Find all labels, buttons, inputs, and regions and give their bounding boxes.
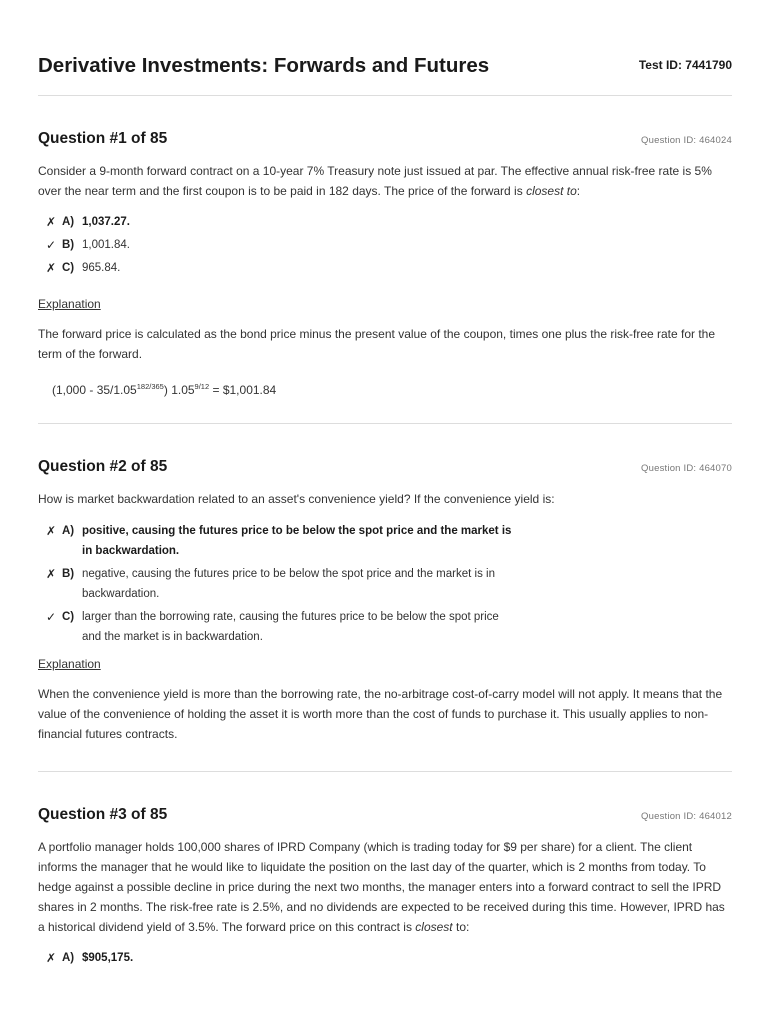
option-text: positive, causing the futures price to be below the spot price and the market is in backwardation. bbox=[82, 525, 512, 557]
option-text: 1,001.84. bbox=[82, 239, 130, 251]
question-stem: How is market backwardation related to an asset's convenience yield? If the convenience yield is: bbox=[38, 492, 555, 506]
option-letter: A) bbox=[62, 216, 75, 228]
option-letter: C) bbox=[62, 262, 75, 274]
formula-part: (1,000 - 35/1.05 bbox=[52, 383, 137, 397]
stem-text: Consider a 9-month forward contract on a 10-year 7% Treasury note just issued at par. The effective annual risk-free rate is 5% over the near term and the first coupon is to be paid in 182 days. The price of the forward is bbox=[38, 164, 712, 198]
explanation-text: The forward price is calculated as the bond price minus the present value of the coupon, times one plus the risk-free rate for the term of the forward. bbox=[38, 327, 716, 361]
stem-text-end: : bbox=[576, 184, 581, 198]
check-icon: ✓ bbox=[45, 238, 57, 252]
question-divider bbox=[38, 771, 732, 772]
explanation-label: Explanation bbox=[38, 297, 101, 311]
cross-icon: ✗ bbox=[45, 524, 57, 538]
cross-icon: ✗ bbox=[45, 261, 57, 275]
option-text: 1,037.27. bbox=[82, 216, 130, 228]
option-letter: A) bbox=[62, 525, 75, 537]
option-letter: A) bbox=[62, 952, 75, 964]
stem-text: A portfolio manager holds 100,000 shares of IPRD Company (which is trading today for $9 per share) for a client. The client informs the manager that he would like to liquidate the position on the last day of the quarter, which is 2 months from today. To hedge against a possible decline in price during the next two months, the manager enters into a forward contract to sell the IPRD shares in 2 months. The risk-free rate is 2.5%, and no dividends are expected to be received during this time. However, IPRD has a historical dividend yield of 3.5%. The forward price on this contract is bbox=[38, 840, 725, 934]
stem-text-end: to: bbox=[452, 920, 470, 934]
stem-emphasis: closest to bbox=[526, 184, 577, 198]
cross-icon: ✗ bbox=[45, 215, 57, 229]
answer-options bbox=[38, 521, 732, 650]
explanation-label: Explanation bbox=[38, 657, 101, 671]
question-2 bbox=[38, 458, 732, 744]
option-text: larger than the borrowing rate, causing the futures price to be below the spot price and the market is in backwardation. bbox=[82, 611, 499, 643]
question-header bbox=[38, 806, 732, 828]
option-letter: C) bbox=[62, 611, 75, 623]
explanation-text: When the convenience yield is more than the borrowing rate, the no-arbitrage cost-of-carry model will not apply. It means that the value of the convenience of holding the asset it is worth more than the cost of funds to purchase it. This usually applies to non-financial futures contracts. bbox=[38, 687, 723, 741]
question-id: Question ID: 464070 bbox=[641, 463, 732, 474]
question-id: Question ID: 464024 bbox=[641, 135, 732, 146]
page-header bbox=[38, 52, 732, 82]
header-divider bbox=[38, 95, 732, 96]
formula-part: ) 1.05 bbox=[163, 383, 195, 397]
option-letter: B) bbox=[62, 568, 75, 580]
explanation-formula bbox=[38, 382, 732, 397]
formula-exponent: 182/365 bbox=[136, 382, 164, 391]
question-id: Question ID: 464012 bbox=[641, 811, 732, 822]
question-divider bbox=[38, 423, 732, 424]
question-title: Question #2 of 85 bbox=[38, 458, 168, 475]
answer-option-b[interactable] bbox=[38, 235, 732, 258]
question-1 bbox=[38, 130, 732, 397]
question-title: Question #1 of 85 bbox=[38, 130, 168, 147]
question-3 bbox=[38, 806, 732, 971]
option-letter: B) bbox=[62, 239, 75, 251]
option-text: 965.84. bbox=[82, 262, 121, 274]
answer-option-c[interactable] bbox=[38, 607, 732, 650]
answer-option-a[interactable] bbox=[38, 948, 732, 971]
question-title: Question #3 of 85 bbox=[38, 806, 168, 823]
answer-option-a[interactable] bbox=[38, 212, 732, 235]
answer-option-c[interactable] bbox=[38, 258, 732, 281]
answer-options bbox=[38, 948, 732, 971]
answer-option-b[interactable] bbox=[38, 564, 732, 607]
option-text: $905,175. bbox=[82, 952, 134, 964]
question-stem bbox=[38, 837, 732, 937]
cross-icon: ✗ bbox=[45, 951, 57, 965]
page-title: Derivative Investments: Forwards and Futures bbox=[38, 54, 490, 77]
answer-options bbox=[38, 212, 732, 281]
question-header bbox=[38, 130, 732, 152]
cross-icon: ✗ bbox=[45, 567, 57, 581]
formula-result: = $1,001.84 bbox=[209, 383, 277, 397]
formula-exponent: 9/12 bbox=[194, 382, 210, 391]
stem-emphasis: closest bbox=[415, 920, 453, 934]
question-stem bbox=[38, 161, 732, 201]
option-text: negative, causing the futures price to be below the spot price and the market is in backwardation. bbox=[82, 568, 495, 600]
answer-option-a[interactable] bbox=[38, 521, 732, 564]
test-id: Test ID: 7441790 bbox=[638, 58, 732, 72]
question-header bbox=[38, 458, 732, 480]
check-icon: ✓ bbox=[45, 610, 57, 624]
